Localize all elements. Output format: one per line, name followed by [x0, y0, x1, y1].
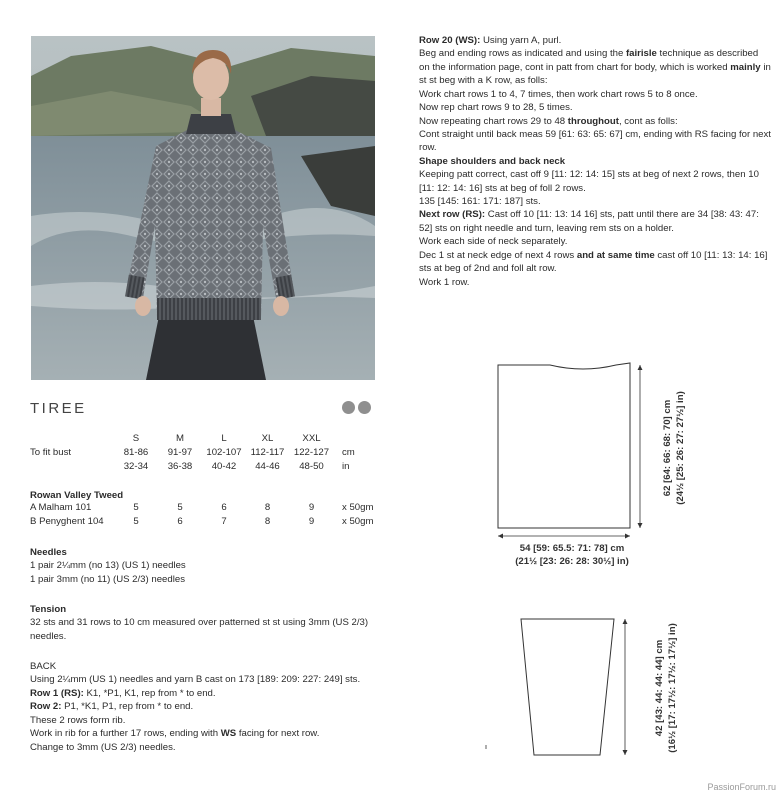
yarn-qty: 5 — [133, 516, 139, 528]
size-value: 36-38 — [167, 461, 193, 473]
chart-step: Cont straight until back meas 59 [61: 63: 65: 67] cm, ending with RS facing for next row. — [419, 128, 771, 154]
size-row-label — [30, 460, 114, 474]
needles-line: 1 pair 2¼mm (no 13) (US 1) needles — [30, 560, 186, 572]
yarn-qty: 5 — [133, 502, 139, 514]
size-value: 81-86 — [123, 447, 149, 459]
size-value: 102-107 — [206, 447, 242, 459]
yarn-qty: 8 — [264, 502, 271, 514]
tension-heading: Tension — [30, 604, 67, 615]
shoulder-step: Work 1 row. — [419, 276, 470, 288]
tension-text: 32 sts and 31 rows to 10 cm measured over patterned st st using 3mm (US 2/3) needles. — [30, 617, 369, 642]
shape-shoulders-heading: Shape shoulders and back neck — [419, 155, 566, 167]
needles-section — [30, 546, 380, 586]
yarn-qty: 7 — [221, 516, 227, 528]
needles-heading: Needles — [30, 547, 67, 558]
watermark: PassionForum.ru — [707, 782, 776, 793]
size-header-row — [30, 432, 364, 446]
row-text: K1, *P1, K1, rep from * to end. — [83, 687, 216, 699]
size-row-label: To fit bust — [30, 447, 72, 459]
back-section — [30, 660, 380, 754]
yarn-heading: Rowan Valley Tweed — [30, 490, 124, 501]
back-line: Work in rib for a further 17 rows, ending with WS facing for next row. — [30, 728, 320, 740]
needles-line: 1 pair 3mm (no 11) (US 2/3) needles — [30, 573, 185, 585]
skill-level-indicator — [342, 401, 371, 414]
size-unit: cm — [342, 447, 355, 459]
yarn-label: A Malham 101 — [30, 502, 92, 514]
size-header: S — [132, 433, 140, 445]
row-text: P1, *K1, P1, rep from * to end. — [61, 701, 194, 713]
instructions-continued — [419, 34, 771, 289]
back-line: These 2 rows form rib. — [30, 714, 126, 726]
back-line: Change to 3mm (US 2/3) needles. — [30, 741, 176, 753]
size-value: 91-97 — [167, 447, 193, 459]
size-header: XL — [261, 433, 274, 445]
next-row: Next row (RS): Cast off 10 [11: 13: 14 16] sts, patt until there are 34 [38: 43: 47: 52] sts on right needle and turn, leaving rem sts on a holder. — [419, 209, 759, 234]
shoulder-step: 135 [145: 161: 171: 187] sts. — [419, 196, 541, 208]
size-row-in — [30, 460, 364, 474]
model-photo — [31, 36, 375, 380]
back-intro: Using 2¼mm (US 1) needles and yarn B cast on 173 [189: 209: 227: 249] sts. — [30, 674, 361, 686]
back-row-2 — [30, 700, 380, 713]
pattern-title: TIREE — [30, 400, 87, 417]
size-value: 112-117 — [250, 447, 285, 459]
row-label: Row 2: — [30, 701, 62, 713]
skill-dot-2 — [358, 401, 371, 414]
size-row-cm — [30, 446, 364, 460]
body-outline — [498, 363, 630, 528]
row-20: Row 20 (WS): Using yarn A, purl. — [419, 35, 562, 46]
yarn-label: B Penyghent 104 — [30, 516, 104, 528]
body-width-label: 54 [59: 65.5: 71: 78] cm (21½ [23: 26: 28: 30½] in) — [515, 543, 629, 568]
yarn-qty: 9 — [308, 516, 315, 528]
size-header: L — [221, 433, 227, 445]
yarn-qty: 9 — [308, 502, 315, 514]
shoulder-step: Dec 1 st at neck edge of next 4 rows and at same time cast off 10 [11: 13: 14: 16] sts at beg of 2nd and foll alt row. — [419, 249, 768, 275]
tension-section — [30, 603, 375, 643]
size-header: M — [176, 433, 184, 445]
yarn-row-b — [30, 515, 384, 529]
back-row-1 — [30, 687, 380, 700]
shoulder-step: Work each side of neck separately. — [419, 236, 568, 248]
yarn-qty: 6 — [177, 516, 183, 528]
chart-step: Now repeating chart rows 29 to 48 throughout, cont as folls: — [419, 115, 678, 127]
size-value: 32-34 — [123, 461, 149, 473]
yarn-qty: 8 — [264, 516, 271, 528]
row-label: Row 1 (RS): — [30, 687, 84, 699]
yarn-row-a — [30, 501, 384, 515]
yarn-unit: x 50gm — [342, 502, 374, 514]
back-heading: BACK — [30, 661, 57, 672]
chart-instructions: Beg and ending rows as indicated and using the fairisle technique as described on the information page, cont in patt from chart for body, which is worked mainly in st st beg with a K row, as folls: — [419, 48, 771, 87]
yarn-table — [30, 501, 384, 529]
yarn-qty: 5 — [177, 502, 183, 514]
size-value: 48-50 — [299, 461, 324, 473]
sleeve-outline — [521, 619, 614, 755]
yarn-qty: 6 — [221, 502, 227, 514]
shoulder-step: Keeping patt correct, cast off 9 [11: 12: 14: 15] sts at beg of next 2 rows, then 10 [11: 12: 14: 16] sts at beg of foll 2 rows. — [419, 169, 759, 194]
size-value: 122-127 — [293, 447, 330, 459]
yarn-unit: x 50gm — [342, 516, 374, 528]
chart-step: Work chart rows 1 to 4, 7 times, then work chart rows 5 to 8 once. — [419, 88, 698, 100]
size-unit: in — [342, 461, 350, 473]
skill-dot-1 — [342, 401, 355, 414]
chart-step: Now rep chart rows 9 to 28, 5 times. — [419, 102, 573, 114]
size-value: 44-46 — [255, 461, 280, 473]
model-photo-illustration — [31, 36, 375, 380]
size-header: XXL — [302, 433, 321, 445]
size-value: 40-42 — [211, 461, 237, 473]
size-table — [30, 432, 364, 474]
